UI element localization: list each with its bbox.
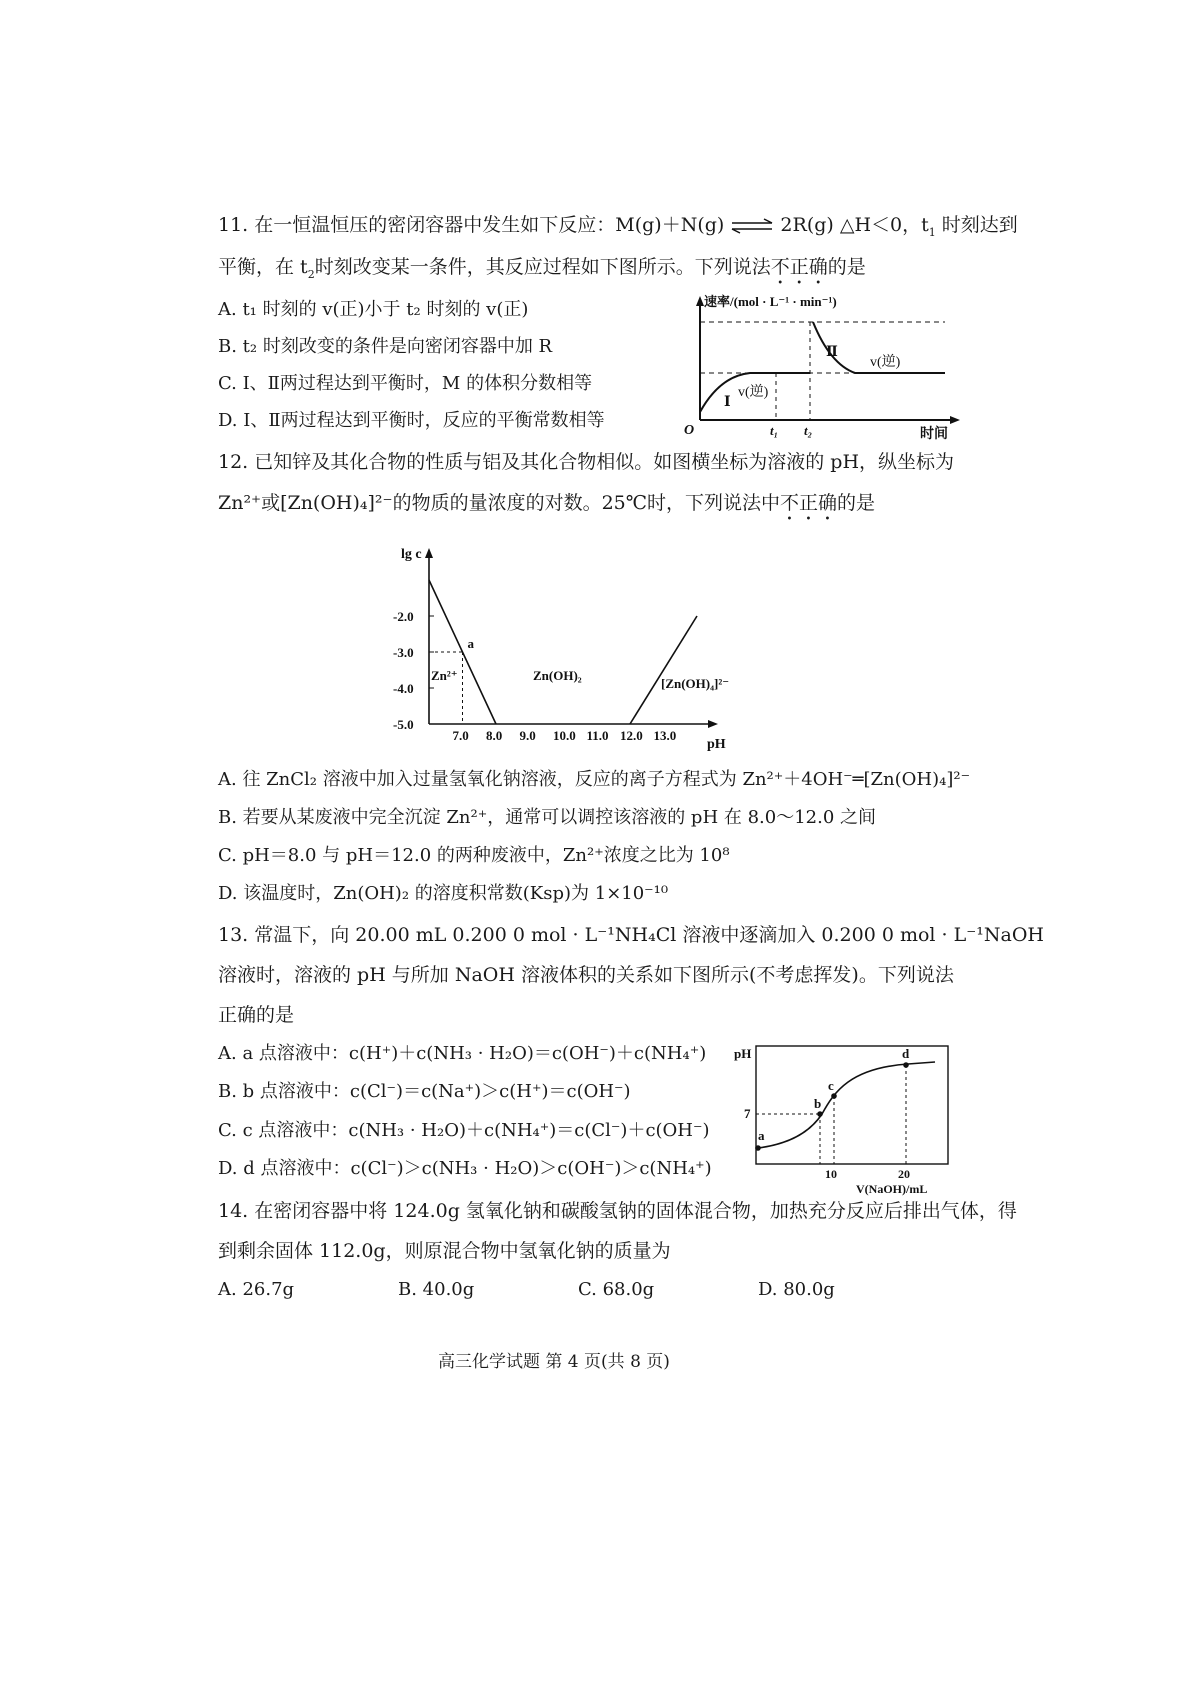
q14-option-a[interactable]: A. 26.7g	[218, 1279, 295, 1300]
zn-y-tick: -5.0	[393, 717, 414, 732]
zn-x-tick: 13.0	[653, 728, 677, 743]
q11-label-v-rev-1: v(逆)	[738, 385, 769, 400]
zn-y-tick: -2.0	[393, 609, 414, 624]
q13-option-c[interactable]: C. c 点溶液中：c(NH₃ · H₂O)＋c(NH₄⁺)＝c(Cl⁻)＋c(OH⁻)	[218, 1120, 710, 1141]
q13-option-d[interactable]: D. d 点溶液中：c(Cl⁻)＞c(NH₃ · H₂O)＞c(OH⁻)＞c(NH₄⁺)	[218, 1158, 712, 1179]
q13-x-tick-20: 20	[898, 1167, 910, 1181]
q14-stem-line1: 14. 在密闭容器中将 124.0g 氢氧化钠和碳酸氢钠的固体混合物，加热充分反应后排出气体，得	[218, 1200, 1017, 1222]
q13-x-tick-10: 10	[825, 1167, 837, 1181]
q11-t1: t₁	[770, 423, 779, 438]
zn-y-tick: -4.0	[393, 681, 414, 696]
zn-x-tick: 11.0	[586, 728, 609, 743]
q14-option-c[interactable]: C. 68.0g	[578, 1279, 655, 1300]
zn-y-tick: -3.0	[393, 645, 414, 660]
q13-point-c	[831, 1093, 837, 1099]
q12-number: 12.	[218, 451, 249, 473]
q13-option-b[interactable]: B. b 点溶液中：c(Cl⁻)＝c(Na⁺)＞c(H⁺)＝c(OH⁻)	[218, 1081, 631, 1102]
q11-y-axis-arrow-icon	[696, 296, 704, 306]
q13-stem-line3: 正确的是	[218, 1004, 295, 1026]
q11-origin: O	[684, 423, 695, 438]
q11-rate-graph	[680, 292, 970, 442]
q11-xlabel: 时间	[920, 427, 948, 442]
zn-point-a-label: a	[467, 636, 474, 651]
q11-stem-line2: 平衡，在 $t_2$时刻改变某一条件，其反应过程如下图所示。下列说法不正确的是	[218, 256, 866, 281]
q13-point-b	[817, 1111, 823, 1117]
zn-x-tick: 12.0	[620, 728, 643, 743]
q14-number: 14.	[218, 1200, 249, 1222]
zn-x-tick: 8.0	[486, 728, 503, 743]
q11-ylabel: 速率/(mol · L⁻¹ · min⁻¹)	[704, 294, 837, 309]
q13-ph-curve	[758, 1062, 935, 1148]
q13-label-c: c	[828, 1078, 834, 1093]
q13-ylabel: pH	[734, 1046, 752, 1061]
q11-option-b[interactable]: B. t₂ 时刻改变的条件是向密闭容器中加 R	[218, 336, 553, 357]
q13-label-d: d	[902, 1046, 910, 1061]
zn-x-tick: 10.0	[553, 728, 576, 743]
q11-label-II: Ⅱ	[826, 345, 838, 360]
q11-x-axis-arrow-icon	[950, 416, 960, 424]
q11-t2: t₂	[804, 423, 813, 438]
zn-region-zn2: Zn²⁺	[431, 668, 458, 683]
q14-stem-line2: 到剩余固体 112.0g，则原混合物中氢氧化钠的质量为	[218, 1240, 671, 1262]
zn-lgc-ph-chart	[385, 540, 745, 770]
q11-emphasis: 不正确	[770, 256, 828, 278]
q14-option-b[interactable]: B. 40.0g	[398, 1279, 475, 1300]
q11-number: 11.	[218, 214, 249, 236]
q12-option-c[interactable]: C. pH＝8.0 与 pH＝12.0 的两种废液中，Zn²⁺浓度之比为 10⁸	[218, 845, 730, 866]
q11-option-a[interactable]: A. t₁ 时刻的 v(正)小于 t₂ 时刻的 v(正)	[218, 299, 529, 320]
q13-label-a: a	[758, 1128, 765, 1143]
page-footer: 高三化学试题 第 4 页(共 8 页)	[438, 1352, 670, 1372]
q12-option-b[interactable]: B. 若要从某废液中完全沉淀 Zn²⁺，通常可以调控该溶液的 pH 在 8.0～12.0 之间	[218, 807, 877, 828]
q14-option-d[interactable]: D. 80.0g	[758, 1279, 835, 1300]
q13-stem-line2: 溶液时，溶液的 pH 与所加 NaOH 溶液体积的关系如下图所示(不考虑挥发)。下列说法	[218, 964, 954, 986]
q12-stem-line2: Zn²⁺或[Zn(OH)₄]²⁻的物质的量浓度的对数。25℃时，下列说法中不正确的是	[218, 492, 876, 514]
q13-point-d	[903, 1062, 909, 1068]
q12-option-a[interactable]: A. 往 ZnCl₂ 溶液中加入过量氢氧化钠溶液，反应的离子方程式为 Zn²⁺＋4OH⁻═[Zn(OH)₄]²⁻	[218, 769, 971, 790]
zn-region-znoh2: Zn(OH)₂	[533, 668, 582, 683]
q12-stem-line1: 12. 已知锌及其化合物的性质与铝及其化合物相似。如图横坐标为溶液的 pH，纵坐标为	[218, 451, 955, 473]
q13-stem-line1: 13. 常温下，向 20.00 mL 0.200 0 mol · L⁻¹NH₄Cl 溶液中逐滴加入 0.200 0 mol · L⁻¹NaOH	[218, 924, 1044, 946]
zn-x-tick: 9.0	[519, 728, 536, 743]
q12-option-d[interactable]: D. 该温度时，Zn(OH)₂ 的溶度积常数(Ksp)为 1×10⁻¹⁰	[218, 883, 669, 904]
q13-option-a[interactable]: A. a 点溶液中：c(H⁺)＋c(NH₃ · H₂O)＝c(OH⁻)＋c(NH₄⁺)	[218, 1043, 707, 1064]
q13-titration-graph	[730, 1040, 950, 1196]
q12-emphasis: 不正确	[780, 492, 838, 514]
q13-number: 13.	[218, 924, 249, 946]
zn-chart-ylabel: lg c	[401, 547, 422, 562]
zn-series-line	[630, 616, 697, 724]
q13-xlabel: V(NaOH)/mL	[856, 1182, 928, 1196]
q11-option-c[interactable]: C. Ⅰ、Ⅱ两过程达到平衡时，M 的体积分数相等	[218, 373, 593, 394]
zn-chart-x-arrow-icon	[708, 720, 718, 728]
q11-label-I: Ⅰ	[724, 395, 731, 410]
zn-chart-xlabel: pH	[707, 737, 726, 752]
q13-point-a	[755, 1145, 761, 1151]
q11-option-d[interactable]: D. Ⅰ、Ⅱ两过程达到平衡时，反应的平衡常数相等	[218, 410, 605, 431]
zn-region-znoh4: [Zn(OH)₄]²⁻	[661, 676, 730, 691]
q11-stem-line1: 11. 在一恒温恒压的密闭容器中发生如下反应：M(g)＋N(g) 2R(g) △H＜0，$t_1$ 时刻达到	[218, 214, 1018, 239]
q13-y-tick-7: 7	[744, 1106, 751, 1121]
q13-label-b: b	[814, 1096, 822, 1111]
zn-x-tick: 7.0	[452, 728, 469, 743]
q11-label-v-rev-2: v(逆)	[870, 355, 901, 370]
equilibrium-arrow-icon	[730, 218, 774, 234]
zn-chart-y-arrow-icon	[425, 548, 433, 558]
